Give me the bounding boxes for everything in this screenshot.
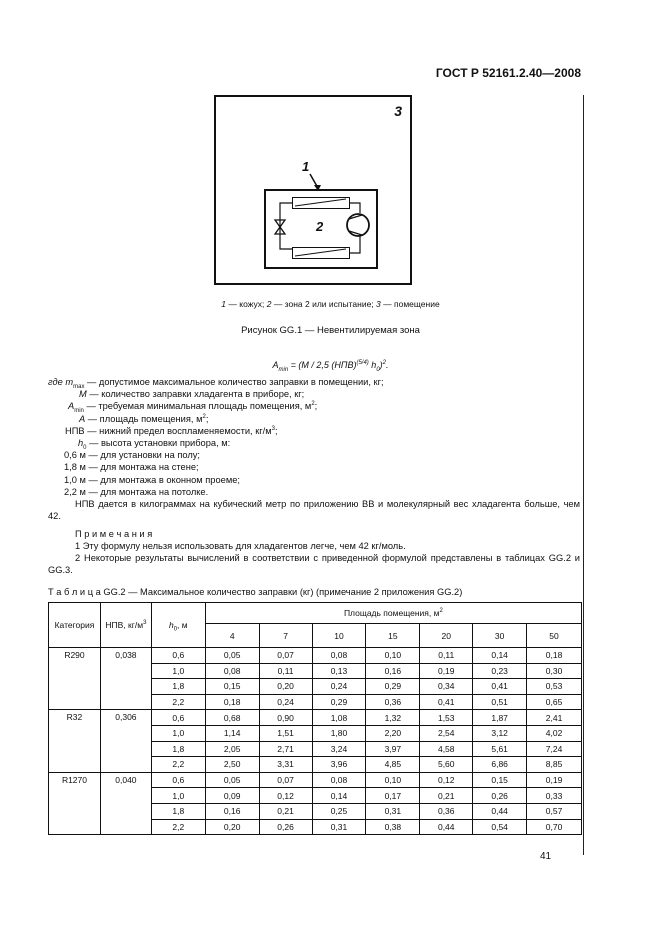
table-row — [49, 710, 582, 726]
cell-height: 0,6 — [151, 772, 205, 788]
figure-title: Рисунок GG.1 — Невентилируемая зона — [241, 325, 420, 336]
cell-value: 4,02 — [527, 725, 582, 741]
table-caption: Т а б л и ц а GG.2 — Максимальное количество заправки (кг) (примечание 2 приложения GG.2) — [48, 587, 463, 597]
cell-height: 2,2 — [151, 819, 205, 835]
cell-npv: 0,038 — [100, 648, 151, 710]
cell-value: 0,29 — [312, 694, 366, 710]
definition-item: A — площадь помещения, $м^2$; — [79, 413, 209, 424]
figure-casing — [264, 189, 378, 269]
cell-value: 8,85 — [527, 757, 582, 773]
cell-value: 0,29 — [366, 679, 420, 695]
cell-value: 0,70 — [527, 819, 582, 835]
definition-item: 2,2 м — для монтажа на потолке. — [64, 486, 209, 497]
cell-value: 0,12 — [420, 772, 473, 788]
cell-npv: 0,306 — [100, 710, 151, 772]
cell-value: 0,16 — [366, 663, 420, 679]
cell-value: 0,08 — [312, 648, 366, 664]
figure-label-casing: 1 — [302, 159, 310, 174]
definition-item: 0,6 м — для установки на полу; — [64, 450, 200, 461]
charge-table — [48, 602, 582, 835]
cell-value: 0,17 — [366, 788, 420, 804]
definition-item: M — количество заправки хладагента в приборе, кг; — [79, 389, 305, 400]
cell-value: 0,41 — [420, 694, 473, 710]
table-body — [49, 648, 582, 835]
cell-value: 0,44 — [420, 819, 473, 835]
cell-height: 0,6 — [151, 648, 205, 664]
cell-value: 0,16 — [205, 803, 259, 819]
cell-value: 3,31 — [259, 757, 312, 773]
definition-item: НПВ — нижний предел воспламеняемости, $кг/м^3$; — [65, 425, 278, 436]
cell-value: 7,24 — [527, 741, 582, 757]
npv-note: НПВ дается в килограммах на кубический метр по приложению ВВ и молекулярный вес хладагента больше, чем 42. — [48, 499, 580, 522]
cell-value: 0,14 — [312, 788, 366, 804]
cell-value: 0,36 — [420, 803, 473, 819]
cell-value: 0,10 — [366, 772, 420, 788]
cell-height: 1,8 — [151, 679, 205, 695]
header-area-value: 4 — [205, 624, 259, 648]
cell-value: 0,51 — [473, 694, 527, 710]
cell-value: 1,08 — [312, 710, 366, 726]
cell-value: 1,53 — [420, 710, 473, 726]
cell-value: 0,08 — [205, 663, 259, 679]
note-2: 2 Некоторые результаты вычислений в соответствии с приведенной формулой представлены в таблицах GG.2 и GG.3. — [48, 553, 580, 576]
cell-value: 0,31 — [312, 819, 366, 835]
cell-value: 3,12 — [473, 725, 527, 741]
cell-category: R290 — [49, 648, 101, 710]
cell-value: 2,05 — [205, 741, 259, 757]
header-npv: НПВ, $кг/м^3$ — [100, 603, 151, 648]
cell-value: 4,58 — [420, 741, 473, 757]
cell-value: 1,80 — [312, 725, 366, 741]
cell-value: 0,09 — [205, 788, 259, 804]
cell-value: 0,41 — [473, 679, 527, 695]
cell-value: 0,11 — [420, 648, 473, 664]
cell-value: 0,90 — [259, 710, 312, 726]
cell-value: 0,33 — [527, 788, 582, 804]
cell-value: 2,54 — [420, 725, 473, 741]
cell-value: 0,57 — [527, 803, 582, 819]
cell-height: 2,2 — [151, 757, 205, 773]
definition-item: где $m_{max}$ — допустимое максимальное количество заправки в помещении, кг; — [48, 377, 384, 390]
cell-value: 0,68 — [205, 710, 259, 726]
cell-value: 0,10 — [366, 648, 420, 664]
header-category: Категория — [49, 603, 101, 648]
cell-value: 0,13 — [312, 663, 366, 679]
cell-value: 0,20 — [259, 679, 312, 695]
cell-value: 0,11 — [259, 663, 312, 679]
cell-value: 5,60 — [420, 757, 473, 773]
cell-value: 3,96 — [312, 757, 366, 773]
cell-height: 1,0 — [151, 788, 205, 804]
cell-value: 1,32 — [366, 710, 420, 726]
header-area-value: 15 — [366, 624, 420, 648]
figure-legend: 1 — кожух; 2 — зона 2 или испытание; 3 — помещение — [221, 299, 440, 309]
cell-value: 4,85 — [366, 757, 420, 773]
cell-category: R32 — [49, 710, 101, 772]
cell-value: 5,61 — [473, 741, 527, 757]
cell-value: 0,26 — [259, 819, 312, 835]
header-area-value: 10 — [312, 624, 366, 648]
cell-height: 1,0 — [151, 663, 205, 679]
cell-value: 1,51 — [259, 725, 312, 741]
cell-value: 3,97 — [366, 741, 420, 757]
definition-item: $A_{min}$ — требуемая минимальная площадь помещения, $м^2$; — [68, 401, 318, 415]
cell-value: 0,24 — [312, 679, 366, 695]
figure-label-zone: 2 — [316, 219, 324, 234]
figure-room — [214, 95, 412, 285]
cell-height: 2,2 — [151, 694, 205, 710]
header-area-value: 30 — [473, 624, 527, 648]
cell-height: 1,0 — [151, 725, 205, 741]
cell-value: 0,31 — [366, 803, 420, 819]
table-row — [49, 648, 582, 664]
cell-height: 0,6 — [151, 710, 205, 726]
cell-value: 0,53 — [527, 679, 582, 695]
cell-value: 2,41 — [527, 710, 582, 726]
header-area-value: 50 — [527, 624, 582, 648]
compressor-icon — [347, 214, 369, 236]
cell-value: 1,14 — [205, 725, 259, 741]
header-height: $h_0$, м — [151, 603, 205, 648]
cell-value: 0,12 — [259, 788, 312, 804]
cell-value: 0,26 — [473, 788, 527, 804]
cell-value: 0,54 — [473, 819, 527, 835]
definitions — [48, 376, 384, 498]
cell-value: 0,18 — [527, 648, 582, 664]
cell-value: 0,19 — [420, 663, 473, 679]
cell-value: 0,07 — [259, 648, 312, 664]
margin-rule — [583, 95, 584, 855]
cell-value: 0,18 — [205, 694, 259, 710]
cell-value: 1,87 — [473, 710, 527, 726]
definition-item: 1,0 м — для монтажа в оконном проеме; — [64, 474, 240, 485]
cell-value: 0,15 — [473, 772, 527, 788]
cell-value: 0,25 — [312, 803, 366, 819]
cell-value: 0,65 — [527, 694, 582, 710]
cell-value: 0,05 — [205, 772, 259, 788]
cell-value: 0,21 — [420, 788, 473, 804]
note-1: 1 Эту формулу нельзя использовать для хладагентов легче, чем 42 кг/моль. — [75, 541, 406, 551]
cell-value: 3,24 — [312, 741, 366, 757]
table-row — [49, 772, 582, 788]
page-number: 41 — [540, 851, 552, 862]
cell-value: 0,23 — [473, 663, 527, 679]
cell-value: 6,86 — [473, 757, 527, 773]
cell-value: 0,24 — [259, 694, 312, 710]
definition-item: $h_0$ — высота установки прибора, м: — [78, 438, 231, 451]
document-header: ГОСТ Р 52161.2.40—2008 — [435, 66, 581, 80]
cell-height: 1,8 — [151, 741, 205, 757]
header-area: Площадь помещения, $м^2$ — [205, 603, 581, 624]
figure-label-room: 3 — [394, 103, 402, 119]
cell-value: 0,36 — [366, 694, 420, 710]
cell-value: 0,05 — [205, 648, 259, 664]
cell-value: 0,15 — [205, 679, 259, 695]
cell-npv: 0,040 — [100, 772, 151, 834]
definition-item: 1,8 м — для монтажа на стене; — [64, 462, 199, 473]
header-area-value: 7 — [259, 624, 312, 648]
cell-value: 0,20 — [205, 819, 259, 835]
formula: $A_{min} = (M / 2,5$ (НПВ)$^{(5/4)}$ $h_0)^2$. — [272, 360, 389, 373]
cell-value: 2,50 — [205, 757, 259, 773]
cell-category: R1270 — [49, 772, 101, 834]
cell-value: 0,44 — [473, 803, 527, 819]
cell-value: 0,21 — [259, 803, 312, 819]
header-area-value: 20 — [420, 624, 473, 648]
cell-value: 0,30 — [527, 663, 582, 679]
cell-value: 0,19 — [527, 772, 582, 788]
cell-value: 2,71 — [259, 741, 312, 757]
cell-value: 0,07 — [259, 772, 312, 788]
cell-value: 2,20 — [366, 725, 420, 741]
cell-value: 0,34 — [420, 679, 473, 695]
cell-value: 0,08 — [312, 772, 366, 788]
cell-value: 0,14 — [473, 648, 527, 664]
cell-value: 0,38 — [366, 819, 420, 835]
cell-height: 1,8 — [151, 803, 205, 819]
notes-title: П р и м е ч а н и я — [75, 529, 153, 539]
